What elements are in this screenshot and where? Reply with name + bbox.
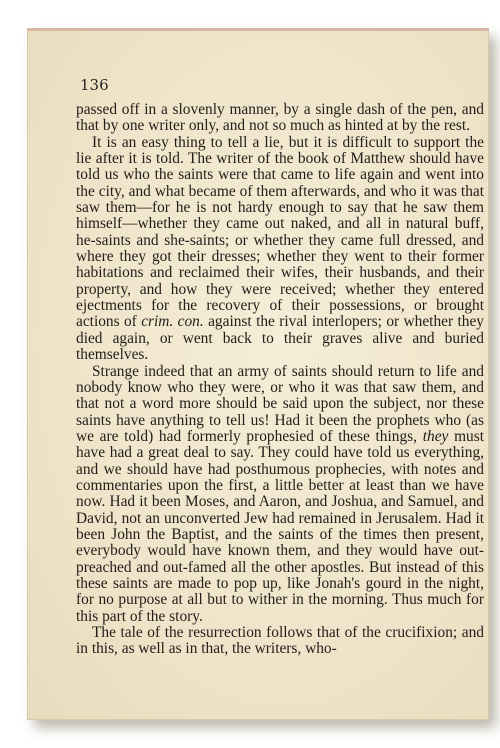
page-number: 136 <box>80 76 109 94</box>
page-body-text <box>76 102 484 658</box>
paragraph-2-text-after: against the rival interlopers; or whether they died again, or went back to their graves alive and buried themselves. <box>76 313 484 364</box>
paragraph-3 <box>76 364 484 626</box>
paragraph-1-text: passed off in a slovenly manner, by a single dash of the pen, and that by one writer only, and not so much as hinted at by the rest. <box>76 101 484 135</box>
paragraph-4-text: The tale of the resurrection follows that of the crucifixion; and in this, as well as in that, the writers, who- <box>76 624 484 658</box>
paragraph-3-italic-word: they <box>422 427 449 445</box>
paragraph-3-text-before: Strange indeed that an army of saints should return to life and nobody know who they were, or who it was that saw them, and that not a word more should be said upon the subject, nor these saints have anything to tell us! Had it been the prophets who (as we are told) had formerly prophesied of these things, <box>76 362 484 445</box>
paragraph-2-text-before: It is an easy thing to tell a lie, but it is difficult to support the lie after it is told. The writer of the book of Matthew should have told us who the saints were that came to life again and went into the city, and what became of them afterwards, and who it was that saw them—for he is not hardy enough to say that he saw them himself—whether they came out naked, and all in natural buff, he-saints and she-saints; or whether they came full dressed, and where they got their dresses; whether they went to their former habitations and reclaimed their wifes, their husbands, and their property, and how they were received; whether they entered ejectments for the recovery of their possessions, or brought actions of <box>76 133 484 331</box>
paragraph-1 <box>76 102 484 135</box>
paragraph-4 <box>76 625 484 658</box>
book-page <box>27 28 489 720</box>
paragraph-2-italic-phrase: crim. con. <box>141 313 204 331</box>
paragraph-3-text-after: must have had a great deal to say. They could have told us everything, and we should have had posthumous prophecies, with notes and commentaries upon the first, a little better at least than we have now. Had it been Moses, and Aaron, and Joshua, and Samuel, and David, not an unconverted Jew had remained in Jerusalem. Had it been John the Baptist, and the saints of the times then present, everybody would have known them, and they would have out-preached and out-famed all the other apostles. But instead of this these saints are made to pop up, like Jonah's gourd in the night, for no purpose at all but to wither in the morning. Thus much for this part of the story. <box>76 427 485 625</box>
paragraph-2 <box>76 135 484 364</box>
